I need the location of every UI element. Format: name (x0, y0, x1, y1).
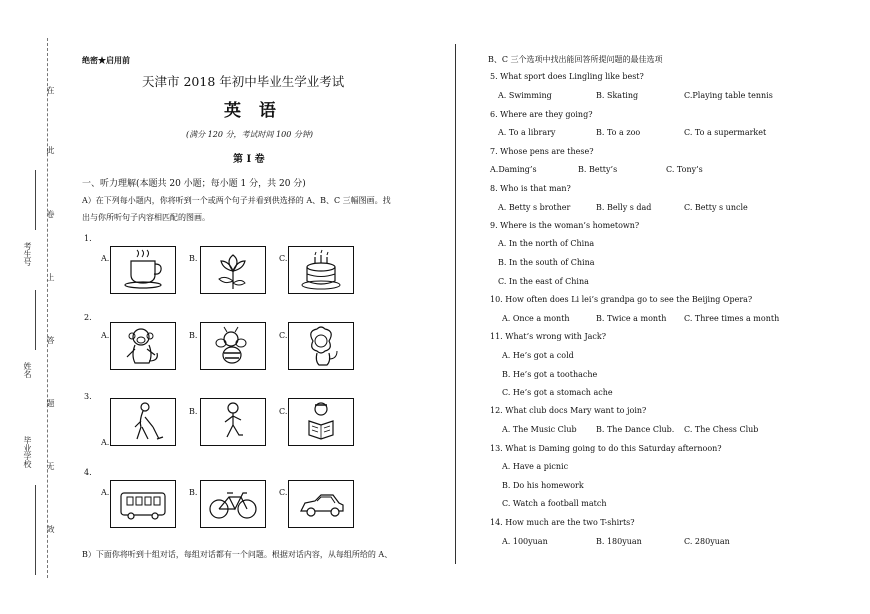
question-text: 6. Where are they going? (490, 110, 593, 119)
option-A[interactable]: A. The Music Club (502, 425, 577, 434)
question-number: 4. (84, 468, 92, 477)
option-label: A. (101, 488, 110, 497)
running-boy-icon (201, 399, 265, 445)
picture-option-A[interactable] (110, 246, 176, 294)
question-text: 9. Where is the woman’s hometown? (490, 221, 640, 230)
option-B[interactable]: B. The Dance Club. (596, 425, 675, 434)
margin-char: 卷 (46, 210, 55, 218)
option-label: A. (101, 438, 110, 447)
option-B[interactable]: B. Belly s dad (596, 203, 652, 212)
option-label: B. (189, 488, 198, 497)
option-B[interactable]: B. 180yuan (596, 537, 642, 546)
field-label-exam-number: 考生号 (23, 242, 32, 266)
picture-option-A[interactable] (110, 480, 176, 528)
bicycle-icon (201, 481, 265, 527)
option-B[interactable]: B. He’s got a toothache (502, 370, 598, 379)
margin-char: 上 (46, 273, 55, 281)
option-A[interactable]: A. To a library (498, 128, 556, 137)
field-label-name: 姓名 (23, 362, 32, 378)
option-label: C. (279, 407, 288, 416)
option-B[interactable]: B. To a zoo (596, 128, 641, 137)
option-label: A. (101, 331, 110, 340)
reading-boy-icon (289, 399, 353, 445)
monkey-icon (111, 323, 175, 369)
picture-option-A[interactable] (110, 322, 176, 370)
option-A[interactable]: A. He’s got a cold (502, 351, 574, 360)
coffee-cup-icon (111, 247, 175, 293)
question-text: 7. Whose pens are these? (490, 147, 594, 156)
field-line-name[interactable] (35, 290, 36, 350)
picture-option-C[interactable] (288, 322, 354, 370)
option-C[interactable]: C. Three times a month (684, 314, 780, 323)
exam-title: 天津市 2018 年初中毕业生学业考试 (142, 74, 345, 89)
partB-instruction: B）下面你将听到十组对话，每组对话都有一个问题。根据对话内容，从每组所给的 A、 (82, 550, 393, 559)
margin-char: 答 (46, 336, 55, 344)
picture-option-B[interactable] (200, 398, 266, 446)
question-text: 14. How much are the two T-shirts? (490, 518, 635, 527)
option-B[interactable]: B. Betty’s (578, 165, 618, 174)
option-C[interactable]: C. Betty s uncle (684, 203, 748, 212)
car-icon (289, 481, 353, 527)
margin-char: 效 (46, 525, 55, 533)
option-label: C. (279, 331, 288, 340)
option-label: B. (189, 331, 198, 340)
flower-icon (201, 247, 265, 293)
question-text: 5. What sport does Lingling like best? (490, 72, 644, 81)
picture-option-C[interactable] (288, 246, 354, 294)
option-B[interactable]: B. Twice a month (596, 314, 667, 323)
question-text: 8. Who is that man? (490, 184, 571, 193)
bus-icon (111, 481, 175, 527)
question-text: 11. What’s wrong with Jack? (490, 332, 607, 341)
field-line-exam-number[interactable] (35, 170, 36, 230)
picture-option-C[interactable] (288, 480, 354, 528)
option-C[interactable]: C. To a supermarket (684, 128, 767, 137)
question-number: 3. (84, 392, 92, 401)
option-B[interactable]: B. Skating (596, 91, 639, 100)
question-text: 10. How often does Li lei’s grandpa go to see the Beijing Opera? (490, 295, 753, 304)
bee-icon (201, 323, 265, 369)
picture-option-A[interactable] (110, 398, 176, 446)
question-text: 12. What club docs Mary want to join? (490, 406, 647, 415)
option-C[interactable]: C. Tony’s (666, 165, 703, 174)
option-A[interactable]: A. Betty s brother (498, 203, 571, 212)
partB-intro: B、C 三个选项中找出能回答所提问题的最佳选项 (488, 55, 663, 64)
picture-option-B[interactable] (200, 322, 266, 370)
field-label-school: 毕业学校 (23, 436, 32, 468)
option-A[interactable]: A. 100yuan (502, 537, 548, 546)
picture-option-B[interactable] (200, 246, 266, 294)
picture-option-B[interactable] (200, 480, 266, 528)
lion-icon (289, 323, 353, 369)
section-listening-heading: 一、听力理解(本题共 20 小题；每小题 1 分，共 20 分) (82, 179, 306, 189)
option-label: B. (189, 407, 198, 416)
option-label: C. (279, 254, 288, 263)
option-A[interactable]: A. In the north of China (498, 239, 595, 248)
option-C[interactable]: C. Watch a football match (502, 499, 607, 508)
birthday-cake-icon (289, 247, 353, 293)
option-C[interactable]: C. In the east of China (498, 277, 589, 286)
option-C[interactable]: C. 280yuan (684, 537, 730, 546)
partA-instruction: A）在下列每小题内，你将听到一个或两个句子并看到供选择的 A、B、C 三幅图画。找 (82, 196, 391, 205)
margin-char: 在 (46, 86, 55, 94)
margin-char: 此 (46, 146, 55, 154)
option-label: B. (189, 254, 198, 263)
option-A[interactable]: A. Have a picnic (502, 462, 569, 471)
score-note: (满分 120 分，考试时间 100 分钟) (186, 130, 313, 139)
margin-char: 题 (46, 399, 55, 407)
option-label: C. (279, 488, 288, 497)
option-C[interactable]: C.Playing table tennis (684, 91, 773, 100)
secret-label: 绝密★启用前 (82, 55, 130, 65)
option-A[interactable]: A. Swimming (498, 91, 552, 100)
subject-title: 英 语 (224, 101, 282, 121)
option-B[interactable]: B. In the south of China (498, 258, 595, 267)
column-divider (455, 44, 456, 564)
partA-instruction-2: 出与你所听句子内容相匹配的图画。 (82, 213, 210, 222)
option-B[interactable]: B. Do his homework (502, 481, 584, 490)
option-A[interactable]: A. Once a month (502, 314, 570, 323)
volume-title: 第 Ⅰ 卷 (233, 154, 265, 165)
binding-dashed-line (47, 38, 48, 578)
margin-char: 无 (46, 462, 55, 470)
option-A[interactable]: A.Daming’s (490, 165, 537, 174)
question-number: 1. (84, 234, 92, 243)
field-line-school[interactable] (35, 485, 36, 575)
picture-option-C[interactable] (288, 398, 354, 446)
option-C[interactable]: C. The Chess Club (684, 425, 759, 434)
option-label: A. (101, 254, 110, 263)
sweeping-man-icon (111, 399, 175, 445)
question-number: 2. (84, 313, 92, 322)
option-C[interactable]: C. He’s got a stomach ache (502, 388, 613, 397)
question-text: 13. What is Daming going to do this Saturday afternoon? (490, 444, 722, 453)
